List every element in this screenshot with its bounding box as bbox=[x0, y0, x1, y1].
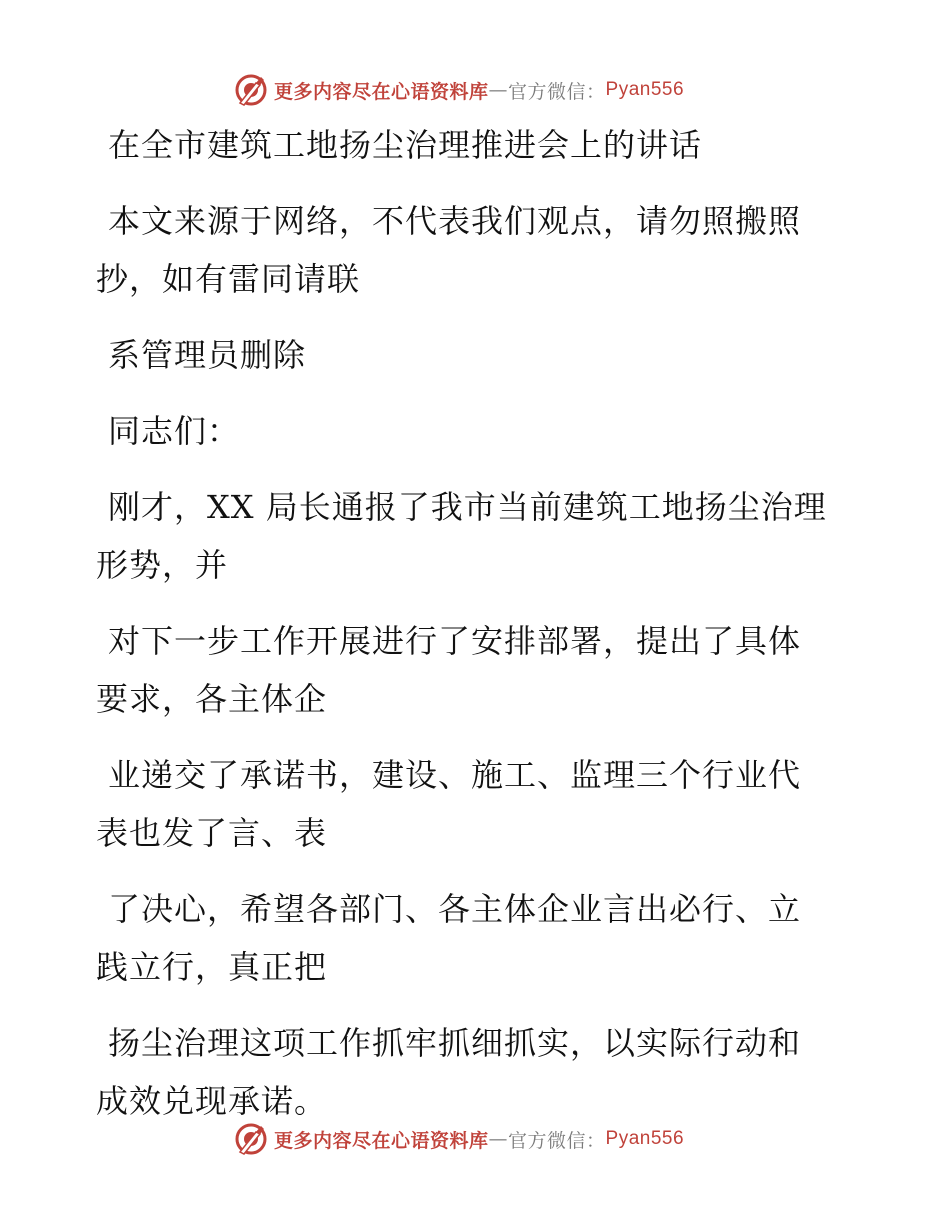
disclaimer-line: 本文来源于网络，不代表我们观点，请勿照搬照 bbox=[108, 202, 802, 240]
paragraph-line: 表也发了言、表 bbox=[96, 814, 328, 852]
paragraph-line: 要求，各主体企 bbox=[96, 680, 328, 718]
footer-watermark bbox=[234, 1121, 684, 1157]
paragraph-line: 形势，并 bbox=[96, 546, 229, 584]
salutation: 同志们： bbox=[108, 412, 241, 450]
watermark-wechat-id: Pyan556 bbox=[605, 79, 685, 100]
watermark-wechat-id: Pyan556 bbox=[605, 1128, 685, 1149]
disclaimer-line: 抄，如有雷同请联 bbox=[96, 260, 361, 298]
watermark-wechat-label: 官方微信： bbox=[508, 1129, 606, 1152]
watermark-main-text: 更多内容尽在心语资料库 bbox=[274, 1129, 489, 1152]
watermark-dash: — bbox=[488, 1128, 509, 1150]
watermark-main-text: 更多内容尽在心语资料库 bbox=[274, 80, 489, 103]
document-body bbox=[96, 116, 856, 1130]
pen-logo-icon bbox=[234, 1122, 268, 1156]
paragraph-line: 刚才，XX 局长通报了我市当前建筑工地扬尘治理 bbox=[108, 488, 827, 526]
watermark-wechat-label: 官方微信： bbox=[508, 80, 606, 103]
header-watermark bbox=[234, 72, 684, 108]
paragraph-line: 扬尘治理这项工作抓牢抓细抓实，以实际行动和 bbox=[108, 1024, 802, 1062]
paragraph-line: 践立行，真正把 bbox=[96, 948, 328, 986]
document-title: 在全市建筑工地扬尘治理推进会上的讲话 bbox=[108, 126, 703, 164]
pen-logo-icon bbox=[234, 73, 268, 107]
paragraph-line: 对下一步工作开展进行了安排部署，提出了具体 bbox=[108, 622, 802, 660]
disclaimer-line: 系管理员删除 bbox=[108, 336, 307, 374]
watermark-dash: — bbox=[488, 79, 509, 101]
paragraph-line: 成效兑现承诺。 bbox=[96, 1082, 328, 1120]
paragraph-line: 了决心，希望各部门、各主体企业言出必行、立 bbox=[108, 890, 802, 928]
paragraph-line: 业递交了承诺书，建设、施工、监理三个行业代 bbox=[108, 756, 802, 794]
